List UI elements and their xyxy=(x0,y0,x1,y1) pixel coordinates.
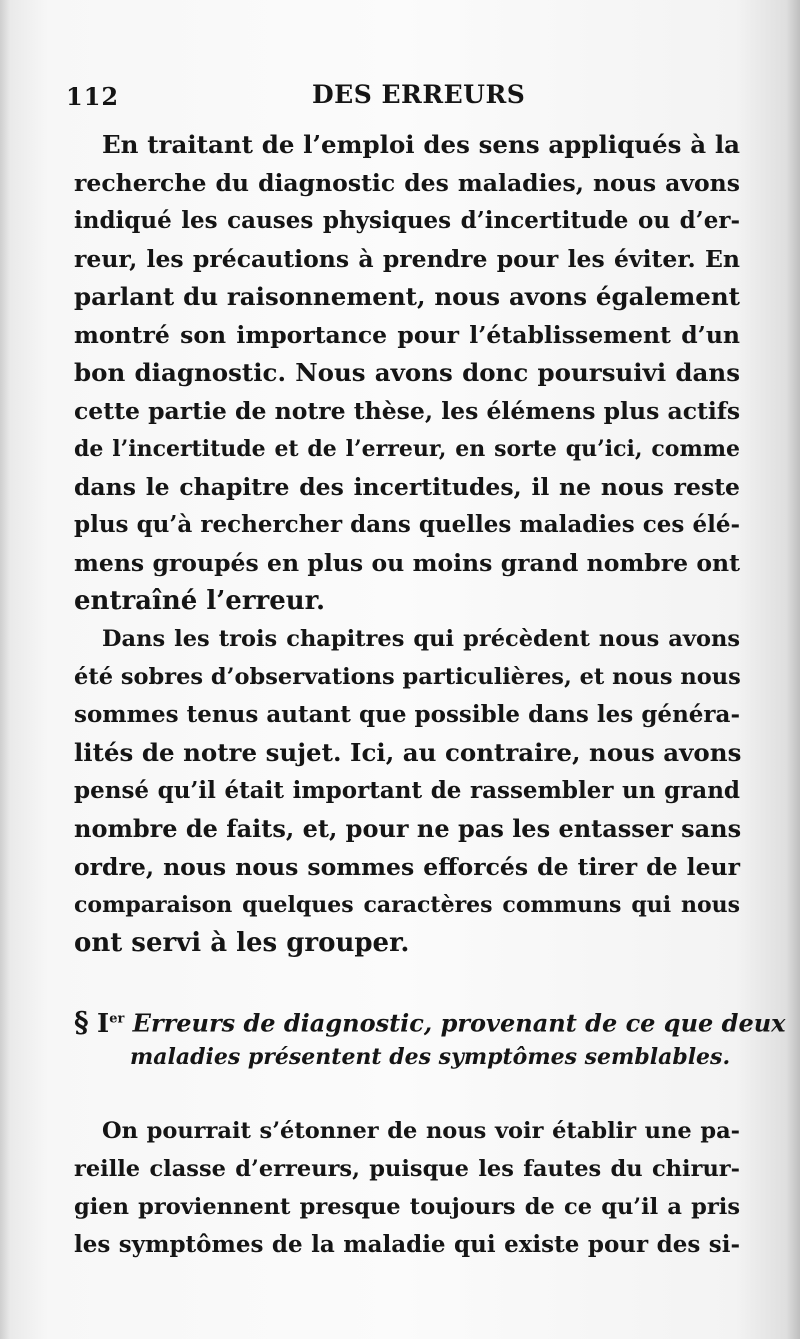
text-line: On pourrait s’étonner de nous voir établir une pa- xyxy=(102,1118,740,1144)
section-number xyxy=(97,1009,124,1039)
section-number-value: I xyxy=(97,1008,110,1039)
text-line: les symptômes de la maladie qui existe pour des si- xyxy=(74,1231,740,1258)
text-line: nombre de faits, et, pour ne pas les entasser sans xyxy=(74,814,742,843)
text-line: parlant du raisonnement, nous avons également xyxy=(74,282,740,311)
text-line: En traitant de l’emploi des sens appliqués à la xyxy=(102,130,740,159)
page-shadow-right xyxy=(786,0,800,1339)
page-number: 112 xyxy=(66,82,120,111)
text-line: reille classe d’erreurs, puisque les fautes du chirur- xyxy=(74,1156,740,1182)
running-head: DES ERREURS xyxy=(312,80,526,109)
text-line: pensé qu’il était important de rassembler un grand xyxy=(74,777,740,804)
text-line: gien proviennent presque toujours de ce qu’il a pris xyxy=(74,1194,740,1220)
text-line: été sobres d’observations particulières, et nous nous xyxy=(74,664,741,690)
section-sign: § xyxy=(74,1005,89,1039)
text-line: entraîné l’erreur. xyxy=(74,586,326,616)
page-shadow-left xyxy=(0,0,10,1339)
page-header xyxy=(66,76,740,116)
section-title-line-2: maladies présentent des symptômes semblables. xyxy=(130,1044,731,1070)
text-line: ordre, nous nous sommes efforcés de tirer de leur xyxy=(74,853,740,881)
text-line: reur, les précautions à prendre pour les éviter. En xyxy=(74,245,740,273)
text-line: mens groupés en plus ou moins grand nombre ont xyxy=(74,549,740,577)
text-line: recherche du diagnostic des maladies, nous avons xyxy=(74,169,740,197)
text-line: montré son importance pour l’établissement d’un xyxy=(74,321,740,349)
text-line: bon diagnostic. Nous avons donc poursuivi dans xyxy=(74,358,740,387)
section-number-suffix: er xyxy=(109,1011,125,1026)
text-line: ont servi à les grouper. xyxy=(74,928,410,958)
text-line: plus qu’à rechercher dans quelles maladies ces élé- xyxy=(74,511,740,538)
text-line: Dans les trois chapitres qui précèdent nous avons xyxy=(102,626,740,652)
text-line: indiqué les causes physiques d’incertitude ou d’er- xyxy=(74,207,740,234)
text-line: dans le chapitre des incertitudes, il ne nous reste xyxy=(74,473,740,501)
text-line: lités de notre sujet. Ici, au contraire, nous avons xyxy=(74,738,742,767)
text-line: sommes tenus autant que possible dans les généra- xyxy=(74,701,740,728)
text-line: cette partie de notre thèse, les élémens plus actifs xyxy=(74,397,741,425)
section-title-line-1: Erreurs de diagnostic, provenant de ce que deux xyxy=(132,1008,786,1038)
section-heading-line xyxy=(74,1000,785,1043)
text-line: comparaison quelques caractères communs qui nous xyxy=(74,892,740,918)
text-line: de l’incertitude et de l’erreur, en sorte qu’ici, comme xyxy=(74,436,740,462)
